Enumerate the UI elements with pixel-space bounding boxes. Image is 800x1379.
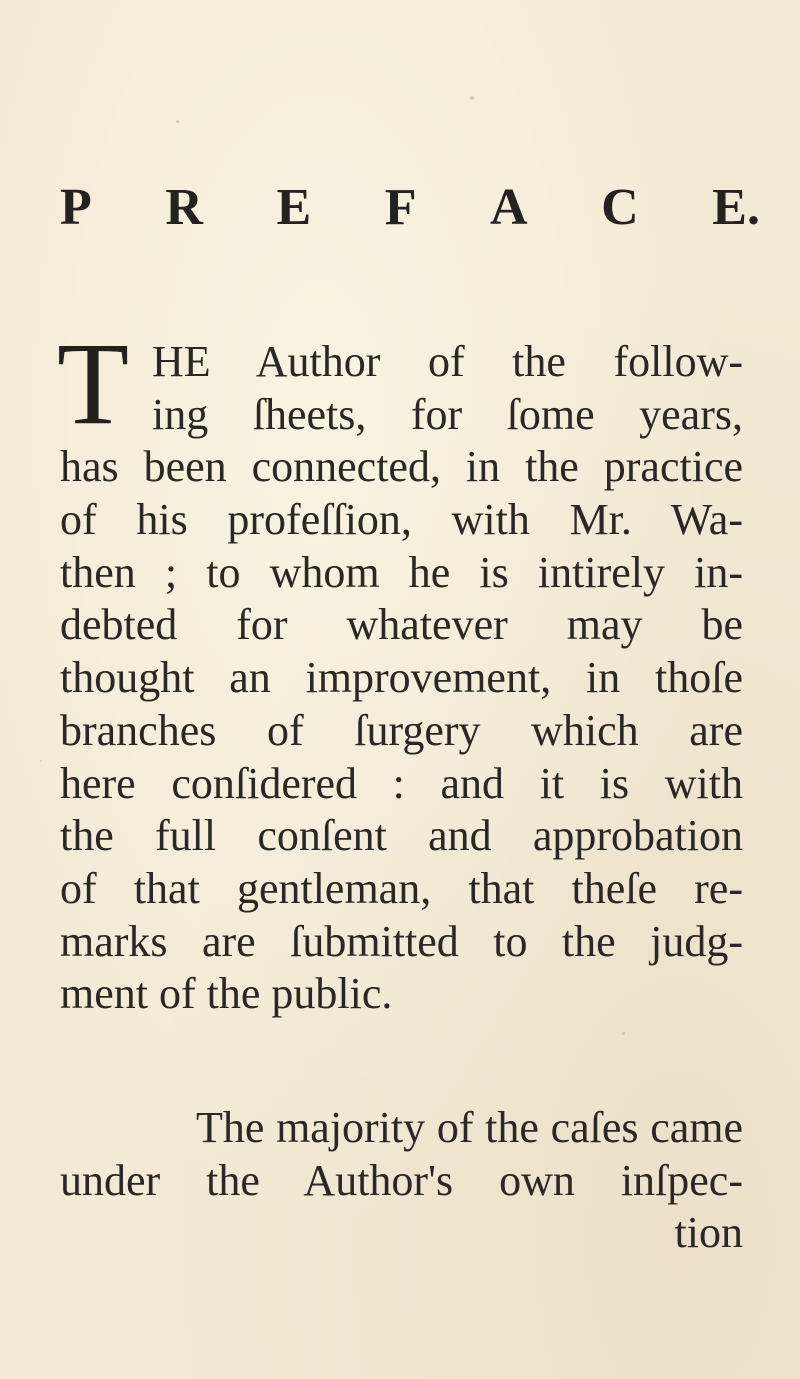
catchword: tion	[674, 1208, 743, 1257]
paragraph-1	[57, 318, 743, 1021]
text-line: ing ſheets, for ſome years,	[152, 389, 743, 439]
title-letter: C	[601, 179, 639, 236]
text-line: ment of the public.	[60, 969, 393, 1019]
text-line: of that gentleman, that theſe re-	[60, 863, 743, 913]
title-letter: R	[165, 179, 203, 236]
text-line: thought an improvement, in thoſe	[60, 653, 743, 703]
text-line: has been connected, in the practice	[60, 442, 743, 492]
text-line: marks are ſubmitted to the judg-	[60, 916, 743, 966]
text-line: The majority of the caſes came	[196, 1103, 743, 1152]
title-letter: F	[384, 179, 417, 236]
text-line: here conſidered : and it is with	[60, 758, 743, 808]
text-line: under the Author's own inſpec-	[60, 1155, 743, 1205]
title-letter: A	[490, 179, 528, 236]
paper-speck	[40, 760, 42, 762]
title-letter: P	[60, 179, 92, 236]
text-line: then ; to whom he is intirely in-	[60, 547, 743, 597]
drop-cap: T	[57, 318, 130, 449]
page-title	[60, 178, 760, 238]
paper-speck	[470, 96, 474, 100]
text-line: the full conſent and approbation	[60, 811, 743, 861]
title-letter: E.	[712, 179, 760, 236]
text-line: of his profeſſion, with Mr. Wa-	[60, 495, 743, 545]
paper-speck	[176, 120, 179, 123]
paper-speck	[622, 1032, 625, 1035]
text-line: branches of ſurgery which are	[60, 705, 743, 755]
paragraph-2	[60, 1102, 743, 1207]
text-line: debted for whatever may be	[60, 600, 743, 650]
title-letter: E	[276, 179, 312, 236]
text-line: HE Author of the follow-	[152, 337, 743, 386]
